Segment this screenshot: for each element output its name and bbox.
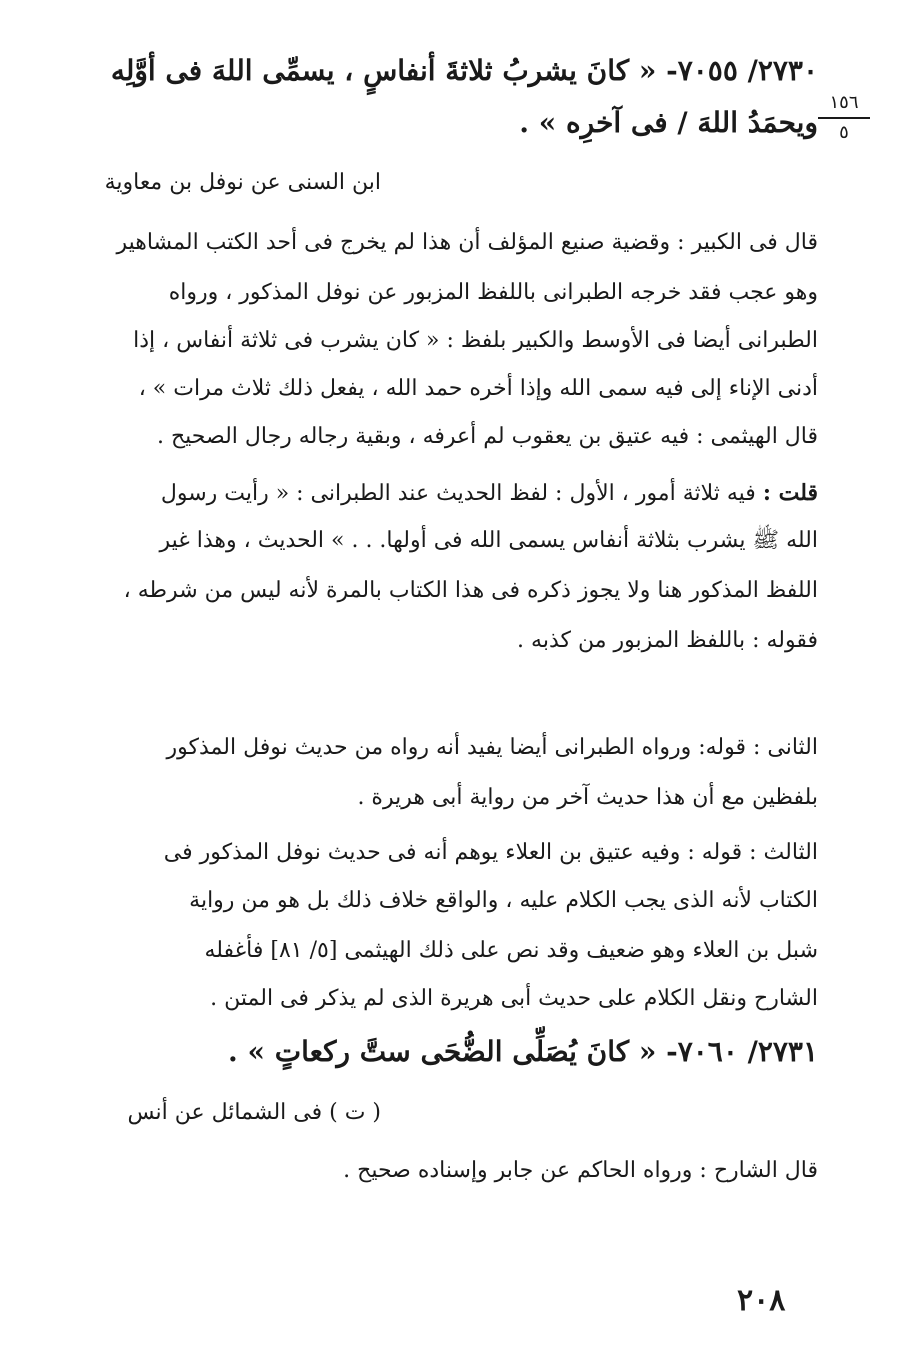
qultu-line-1-text: فيه ثلاثة أمور ، الأول : لفظ الحديث عند الطبرانى : « رأيت رسول (160, 481, 756, 506)
qultu-paragraph-line-4: فقوله : باللفظ المزبور من كذبه . (517, 628, 818, 653)
hadith-2731: ٢٧٣١/ ٧٠٦٠- « كانَ يُصَلِّى الضُّحَى ستَّ ركعاتٍ » . (228, 1035, 818, 1068)
hadith-2730-source: ابن السنى عن نوفل بن معاوية (104, 170, 381, 195)
qultu-paragraph-line-3: اللفظ المذكور هنا ولا يجوز ذكره فى هذا الكتاب بالمرة لأنه ليس من شرطه ، (123, 578, 818, 603)
margin-reference-rule (818, 117, 870, 119)
hadith-2730-line-1: ٢٧٣٠/ ٧٠٥٥- « كانَ يشربُ ثلاثةَ أنفاسٍ ، يسمِّى اللهَ فى أوَّلِه (110, 54, 818, 87)
kabir-paragraph-line-4: أدنى الإناء إلى فيه سمى الله وإذا أخره حمد الله ، يفعل ذلك ثلاث مرات » ، (138, 376, 818, 401)
second-paragraph-line-2: بلفظين مع أن هذا حديث آخر من رواية أبى هريرة . (357, 785, 818, 810)
kabir-paragraph-line-2: وهو عجب فقد خرجه الطبرانى باللفظ المزبور عن نوفل المذكور ، ورواه (168, 280, 818, 305)
third-paragraph-line-1: الثالث : قوله : وفيه عتيق بن العلاء يوهم أنه فى حديث نوفل المذكور فى (163, 840, 818, 865)
qultu-lead: قلت : (762, 480, 818, 506)
margin-reference-bottom: ٥ (839, 122, 849, 143)
page-number: ٢٠٨ (737, 1283, 786, 1318)
margin-page-reference (818, 92, 870, 144)
qultu-paragraph-line-1 (161, 480, 818, 507)
kabir-paragraph-line-3: الطبرانى أيضا فى الأوسط والكبير بلفظ : « كان يشرب فى ثلاثة أنفاس ، إذا (133, 328, 818, 353)
kabir-paragraph-line-1: قال فى الكبير : وقضية صنيع المؤلف أن هذا لم يخرج فى أحد الكتب المشاهير (116, 230, 818, 255)
second-paragraph-line-1: الثانى : قوله: ورواه الطبرانى أيضا يفيد أنه رواه من حديث نوفل المذكور (166, 735, 818, 760)
kabir-paragraph-line-5: قال الهيثمى : فيه عتيق بن يعقوب لم أعرفه ، وبقية رجاله رجال الصحيح . (156, 424, 818, 449)
shareh-paragraph: قال الشارح : ورواه الحاكم عن جابر وإسناده صحيح . (343, 1158, 818, 1183)
third-paragraph-line-2: الكتاب لأنه الذى يجب الكلام عليه ، والواقع خلاف ذلك بل هو من رواية (189, 888, 818, 913)
third-paragraph-line-3: شبل بن العلاء وهو ضعيف وقد نص على ذلك الهيثمى [٥/ ٨١] فأغفله (204, 938, 818, 963)
third-paragraph-line-4: الشارح ونقل الكلام على حديث أبى هريرة الذى لم يذكر فى المتن . (210, 986, 818, 1011)
hadith-2731-source: ( ت ) فى الشمائل عن أنس (127, 1100, 381, 1125)
hadith-2730-line-2: ويحمَدُ اللهَ / فى آخرِه » . (519, 106, 818, 139)
margin-reference-top: ١٥٦ (829, 92, 859, 113)
qultu-paragraph-line-2: الله ﷺ يشرب بثلاثة أنفاس يسمى الله فى أولها. . . » الحديث ، وهذا غير (159, 528, 818, 553)
